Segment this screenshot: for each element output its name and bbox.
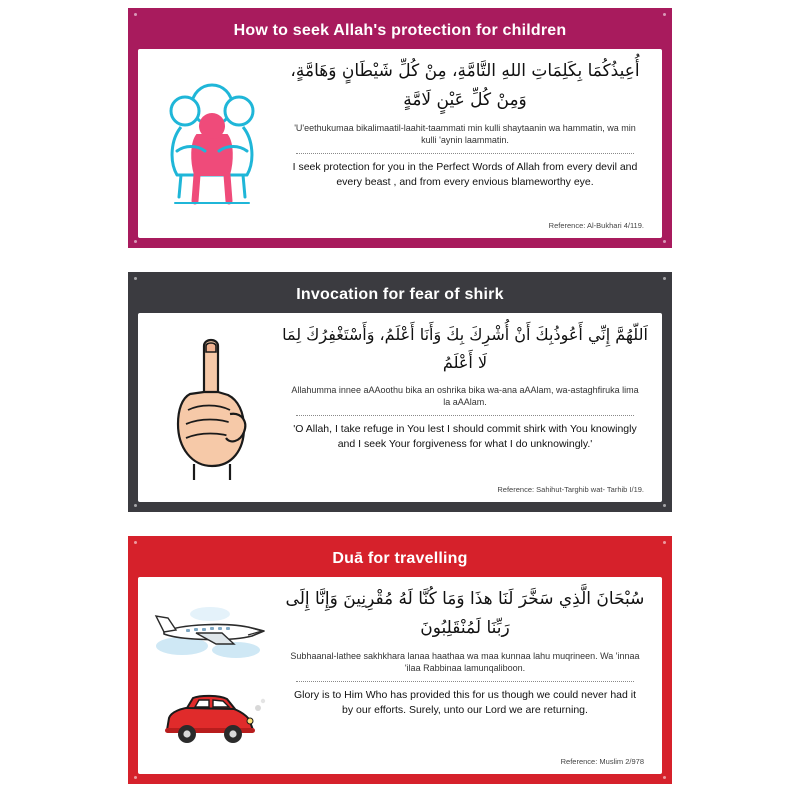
card-fear-of-shirk xyxy=(128,272,672,512)
corner-dot-icon xyxy=(134,240,137,243)
transliteration-text: 'U'eethukumaa bikalimaatil-laahit-taammati min kulli shaytaanin wa hammatin, wa min kulli 'aynin laammatin. xyxy=(294,123,636,146)
arabic-text: اَللّهُمَّ إِنِّي أَعُوذُبِكَ أَنْ أُشْرِكَ بِكَ وَأَنَا أَعْلَمُ، وَأَسْتَغْفِرُكَ لِمَا لَا أَعْلَمُ xyxy=(282,324,648,373)
arabic-text: سُبْحَانَ الَّذِي سَخَّرَ لَنَا هذَا وَمَا كُنَّا لَهُ مُقْرِنِينَ وَإِنَّا إِلَى رَبِّنَا لَمُنْقَلِبُونَ xyxy=(285,588,645,639)
card-protection-children xyxy=(128,8,672,248)
translation-text: I seek protection for you in the Perfect Words of Allah from every devil and every beast , and from every envious blameworthy eye. xyxy=(292,161,638,189)
card-title: How to seek Allah's protection for children xyxy=(233,22,567,39)
card-panel xyxy=(138,313,662,502)
divider xyxy=(296,415,634,416)
airplane-and-car-illustration xyxy=(146,583,278,768)
reference-text: Reference: Al-Bukhari 4/119. xyxy=(548,221,644,230)
transliteration-text: Subhaanal-lathee sakhkhara lanaa haathaa wa maa kunnaa lahu muqrineen. Wa 'innaa 'ilaa Rabbinaa lamunqaliboon. xyxy=(290,651,640,674)
corner-dot-icon xyxy=(663,13,666,16)
card-title: Invocation for fear of shirk xyxy=(296,286,504,303)
translation-text: 'O Allah, I take refuge in You lest I should commit shirk with You knowingly and I seek Your forgiveness for what I do unknowingly.' xyxy=(293,423,637,451)
arabic-text: أُعِيذُكُمَا بِكَلِمَاتِ اللهِ التَّامَّةِ، مِنْ كُلِّ شَيْطَانٍ وَهَامَّةٍ، وَمِنْ كُلِّ عَيْنٍ لَامَّةٍ xyxy=(290,60,640,111)
divider xyxy=(296,153,634,154)
corner-dot-icon xyxy=(134,776,137,779)
corner-dot-icon xyxy=(663,240,666,243)
card-dua-travelling xyxy=(128,536,672,784)
corner-dot-icon xyxy=(134,13,137,16)
corner-dot-icon xyxy=(663,541,666,544)
card-panel xyxy=(138,49,662,238)
card-panel xyxy=(138,577,662,774)
corner-dot-icon xyxy=(134,277,137,280)
reference-text: Reference: Sahihut-Targhib wat- Tarhib I/19. xyxy=(497,485,644,494)
card-content xyxy=(278,583,654,768)
transliteration-text: Allahumma innee aAAoothu bika an oshrika bika wa-ana aAAlam, wa-astaghfiruka lima la aAAlam. xyxy=(291,385,639,408)
divider xyxy=(296,681,634,682)
pointing-hand-illustration xyxy=(146,319,278,496)
family-children-illustration xyxy=(146,55,278,232)
corner-dot-icon xyxy=(134,504,137,507)
corner-dot-icon xyxy=(663,504,666,507)
reference-text: Reference: Muslim 2/978 xyxy=(560,757,644,766)
corner-dot-icon xyxy=(663,776,666,779)
card-content xyxy=(278,319,654,496)
translation-text: Glory is to Him Who has provided this for us though we could never had it by our efforts. Surely, unto our Lord we are returning. xyxy=(294,689,636,717)
corner-dot-icon xyxy=(663,277,666,280)
corner-dot-icon xyxy=(134,541,137,544)
card-title: Duā for travelling xyxy=(332,550,468,567)
card-content xyxy=(278,55,654,232)
